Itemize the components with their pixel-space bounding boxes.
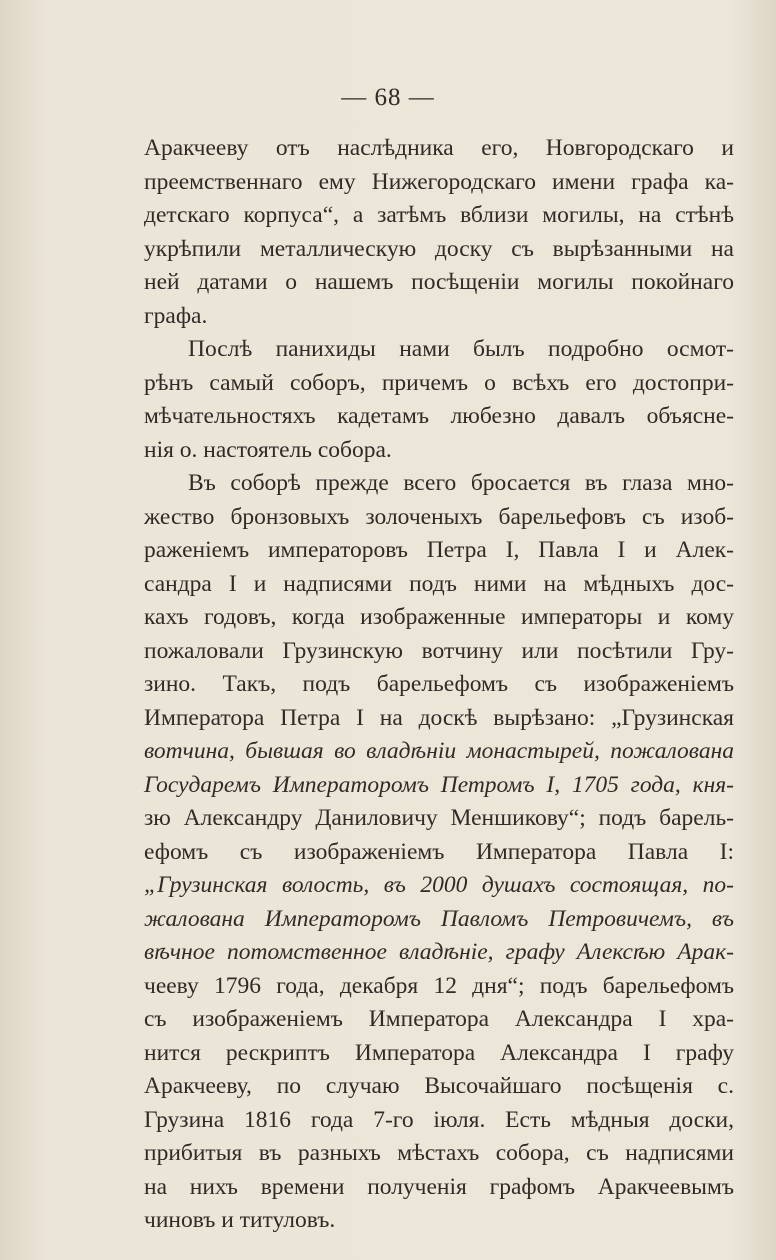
text-line: укрѣпили металлическую доску съ вырѣзанными на (144, 235, 734, 262)
page-number: — 68 — (341, 84, 435, 111)
body-text (144, 132, 734, 1238)
text-line: чиновъ и титуловъ. (144, 1207, 336, 1233)
paragraph (144, 333, 734, 467)
text-line: кахъ годовъ, когда изображенные императоры и кому (144, 604, 734, 630)
text-line-italic: вотчина, бывшая во владѣніи монастырей, пожалована (144, 738, 734, 764)
text-line: пожаловали Грузинскую вотчину или посѣтили Гру- (144, 637, 734, 664)
text-line: Аракчееву, по случаю Высочайшаго посѣщенія с. (144, 1073, 734, 1099)
text-line: сандра I и надписями подъ ними на мѣдныхъ дос- (144, 570, 734, 597)
text-line: ней датами о нашемъ посѣщеніи могилы покойнаго (144, 269, 734, 295)
text-line: прибитыя въ разныхъ мѣстахъ собора, съ надписями (144, 1140, 734, 1166)
paragraph (144, 132, 734, 333)
text-line: нится рескриптъ Императора Александра I графу (144, 1039, 734, 1066)
text-line: зино. Такъ, подъ барельефомъ съ изображеніемъ (144, 671, 734, 697)
text-line: Аракчееву отъ наслѣдника его, Новгородскаго и (144, 135, 734, 161)
text-line: зю Александру Даниловичу Меншикову“; подъ барель- (144, 805, 734, 831)
text-line: Грузина 1816 года 7-го іюля. Есть мѣдныя доски, (144, 1106, 734, 1133)
text-line: съ изображеніемъ Императора Александра I хра- (144, 1006, 734, 1032)
text-line: детскаго корпуса“, а затѣмъ вблизи могилы, на стѣнѣ (144, 202, 734, 228)
text-line: ефомъ съ изображеніемъ Императора Павла I: (144, 838, 734, 865)
text-line: преемственнаго ему Нижегородскаго имени графа ка- (144, 168, 734, 195)
text-line: нія о. настоятель собора. (144, 436, 392, 463)
text-line: рѣнъ самый соборъ, причемъ о всѣхъ его достопри- (144, 369, 734, 396)
text-line: раженіемъ императоровъ Петра I, Павла I и Алек- (144, 537, 734, 563)
text-line-italic: Государемъ Императоромъ Петромъ I, 1705 года, кня- (144, 771, 734, 798)
paragraph (144, 467, 734, 1238)
text-line: Въ соборѣ прежде всего бросается въ глаза мно- (188, 470, 734, 496)
text-line: Императора Петра I на доскѣ вырѣзано: „Грузинская (144, 704, 734, 731)
text-line-italic: „Грузинская волость, въ 2000 душахъ состоящая, по- (144, 872, 734, 898)
text-line: чееву 1796 года, декабря 12 дня“; подъ барельефомъ (144, 972, 734, 999)
text-line: графа. (144, 302, 208, 329)
text-line: жество бронзовыхъ золоченыхъ барельефовъ съ изоб- (144, 503, 734, 530)
text-line-italic: жалована Императоромъ Павломъ Петровичемъ, въ (144, 905, 734, 932)
text-line: Послѣ панихиды нами былъ подробно осмот- (188, 336, 734, 362)
text-line-italic: вѣчное потомственное владѣніе, графу Алексѣю Арак- (144, 939, 734, 965)
text-line: на нихъ времени полученія графомъ Аракчеевымъ (144, 1173, 734, 1200)
text-line: мѣчательностяхъ кадетамъ любезно давалъ объясне- (144, 403, 734, 429)
